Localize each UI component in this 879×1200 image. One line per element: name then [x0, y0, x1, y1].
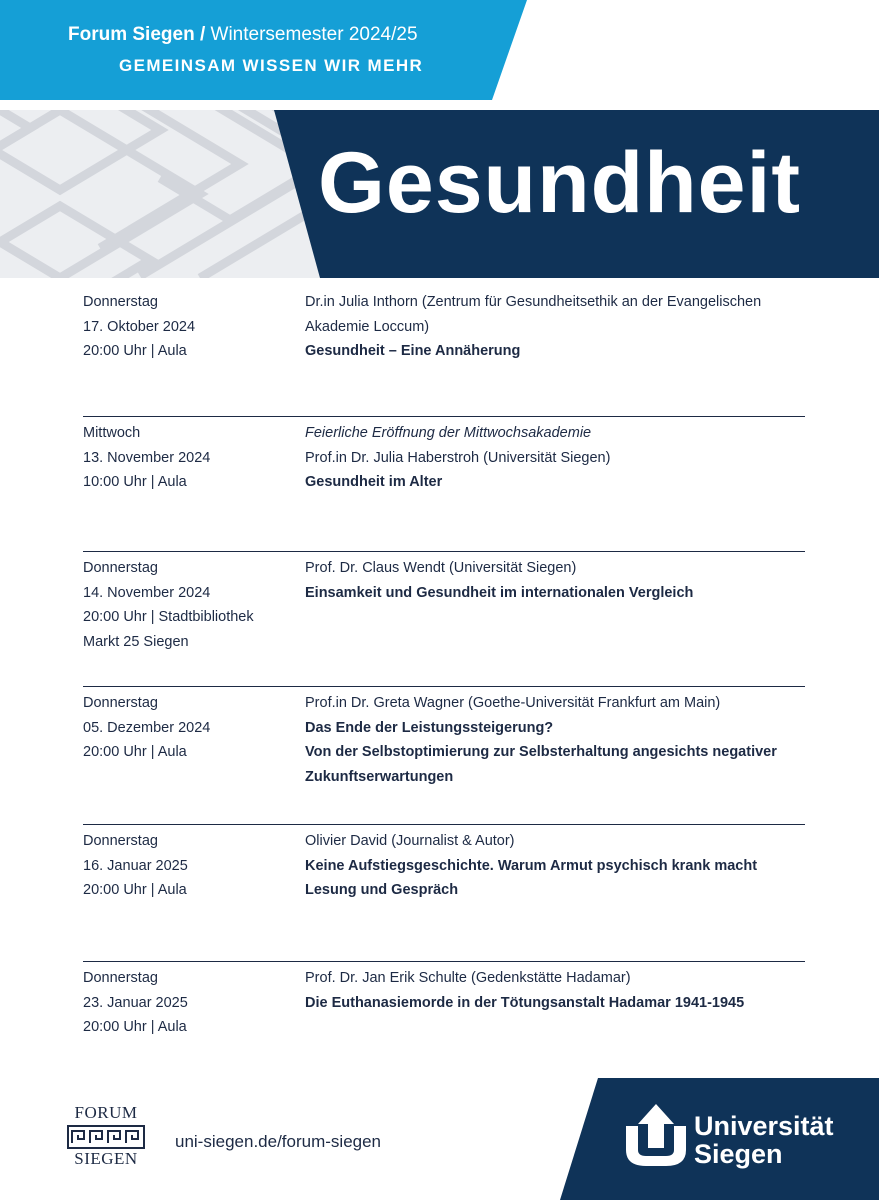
event-date: 13. November 2024 [83, 449, 211, 466]
event-topic: Das Ende der Leistungssteigerung? [305, 719, 554, 736]
event-note: Feierliche Eröffnung der Mittwochsakademie [305, 425, 592, 441]
event-time: 10:00 Uhr | Aula [83, 474, 187, 490]
event-when [83, 829, 293, 903]
event-subtopic: Lesung und Gespräch [305, 882, 459, 898]
forum-siegen-logo [66, 1105, 146, 1169]
event-time: 20:00 Uhr | Aula [83, 343, 187, 359]
event-time: 20:00 Uhr | Aula [83, 882, 187, 898]
event-topic: Keine Aufstiegsgeschichte. Warum Armut psychisch krank macht [305, 857, 758, 874]
university-name-line2: Siegen [694, 1139, 783, 1169]
header-slogan: GEMEINSAM WISSEN WIR MEHR [119, 56, 424, 75]
event-speaker: Prof.in Dr. Greta Wagner (Goethe-Universität Frankfurt am Main) [305, 695, 721, 711]
event-speaker: Olivier David (Journalist & Autor) [305, 833, 515, 849]
header-series [68, 24, 418, 46]
event-date: 17. Oktober 2024 [83, 318, 196, 335]
event-speaker: Prof.in Dr. Julia Haberstroh (Universität Siegen) [305, 449, 611, 466]
event-date: 14. November 2024 [83, 584, 211, 601]
event-day: Donnerstag [83, 833, 158, 849]
event-when [83, 290, 293, 364]
event-when [83, 421, 293, 495]
divider [83, 551, 805, 552]
event-day: Donnerstag [83, 560, 158, 576]
header-band-shape [0, 0, 879, 100]
event-details [305, 966, 805, 1015]
university-name-line1: Universität [694, 1111, 834, 1141]
event-time: 20:00 Uhr | Stadtbibliothek [83, 609, 254, 625]
event-time: 20:00 Uhr | Aula [83, 1019, 187, 1035]
event-details [305, 691, 805, 789]
event-day: Donnerstag [83, 695, 158, 711]
event-speaker: Prof. Dr. Claus Wendt (Universität Siegen) [305, 560, 577, 576]
event-subtopic: Von der Selbstoptimierung zur Selbsterhaltung angesichts negativer Zukunftserwartungen [305, 744, 777, 785]
university-name [694, 1112, 834, 1168]
event-topic: Einsamkeit und Gesundheit im internationalen Vergleich [305, 584, 694, 601]
event-place: Markt 25 Siegen [83, 633, 189, 650]
event-topic: Gesundheit im Alter [305, 474, 443, 490]
event-day: Mittwoch [83, 425, 141, 441]
event-time: 20:00 Uhr | Aula [83, 744, 187, 760]
divider [83, 961, 805, 962]
event-day: Donnerstag [83, 970, 158, 986]
event-details [305, 829, 805, 903]
event-speaker: Dr.in Julia Inthorn (Zentrum für Gesundheitsethik an der Evangelischen [305, 294, 762, 310]
event-speaker: Prof. Dr. Jan Erik Schulte (Gedenkstätte Hadamar) [305, 970, 631, 986]
event-date: 16. Januar 2025 [83, 857, 188, 874]
event-details [305, 556, 805, 605]
event-date: 05. Dezember 2024 [83, 719, 211, 736]
divider [83, 824, 805, 825]
event-when [83, 966, 293, 1040]
forum-logo-text: FORUM [74, 1103, 138, 1122]
university-logo-icon [624, 1102, 688, 1168]
divider [83, 686, 805, 687]
event-topic: Die Euthanasiemorde in der Tötungsanstalt Hadamar 1941-1945 [305, 994, 745, 1011]
page-title: Gesundheit [318, 135, 802, 231]
header-band [0, 0, 879, 100]
event-when [83, 556, 293, 654]
event-when [83, 691, 293, 765]
footer-url[interactable]: uni-siegen.de/forum-siegen [175, 1132, 382, 1151]
forum-logo-text: SIEGEN [74, 1149, 138, 1168]
event-details [305, 290, 805, 364]
divider [83, 416, 805, 417]
header-semester: Wintersemester 2024/25 [210, 24, 418, 45]
event-topic: Gesundheit – Eine Annäherung [305, 343, 521, 359]
event-speaker-cont: Akademie Loccum) [305, 318, 430, 335]
forum-logo-meander-icon [66, 1125, 146, 1149]
header-forum: Forum Siegen / [68, 24, 206, 45]
event-date: 23. Januar 2025 [83, 994, 188, 1011]
event-day: Donnerstag [83, 294, 158, 310]
event-details [305, 421, 805, 495]
